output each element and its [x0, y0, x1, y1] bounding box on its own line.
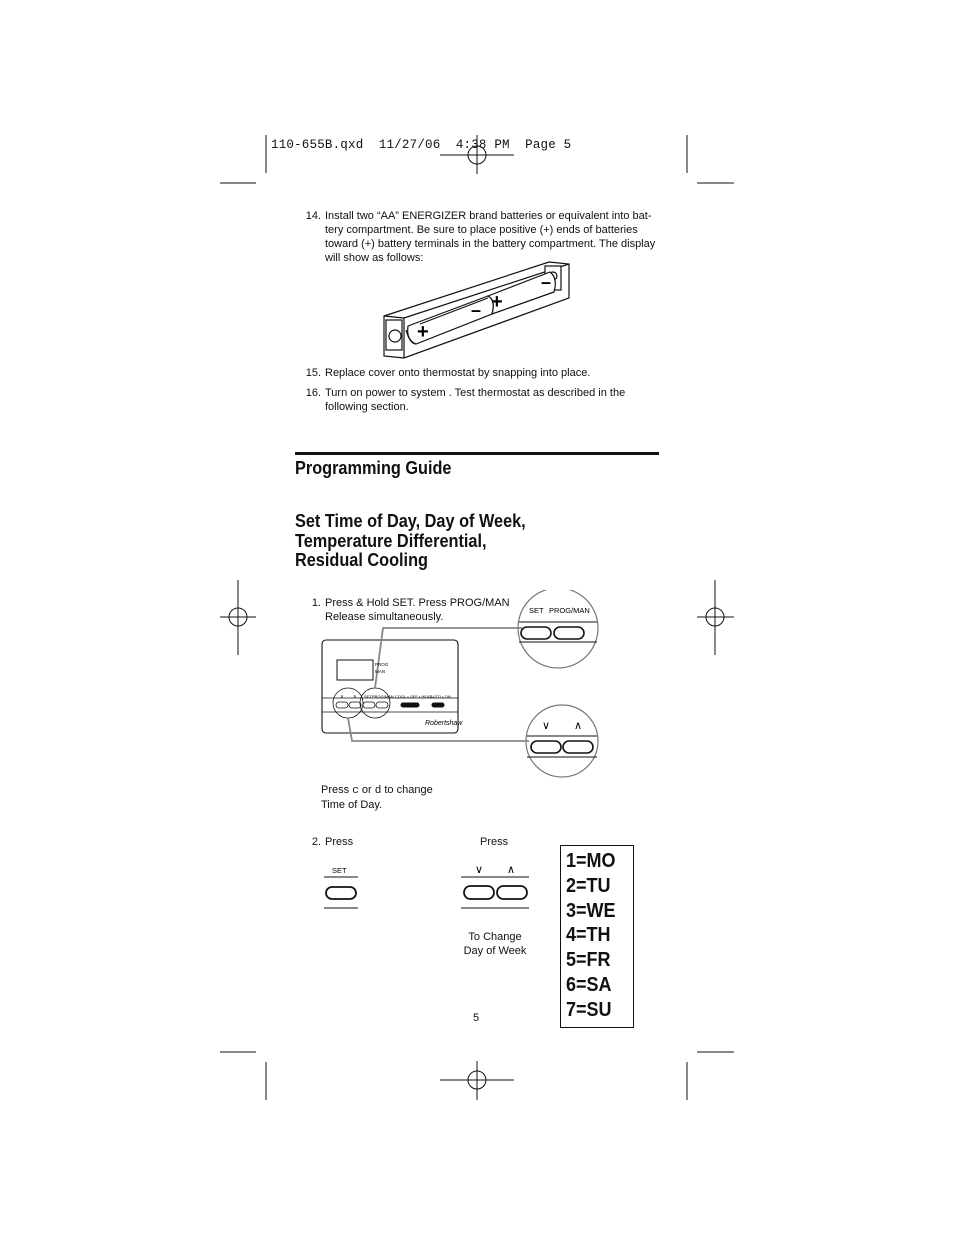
step-number: 15.: [305, 367, 321, 379]
up-button: [497, 886, 527, 899]
subsection-title-line: Set Time of Day, Day of Week,: [295, 510, 526, 531]
thermostat-set-button: [363, 702, 375, 708]
thermostat-fan-label: AUTO • ON: [430, 694, 451, 699]
thermostat-system-switch: [401, 703, 419, 707]
day-code: 1=MO: [566, 850, 616, 872]
step-text-line: Install two “AA” ENERGIZER brand batteries or equivalent into bat-: [325, 210, 652, 222]
step-2b-label: Press: [480, 836, 509, 848]
thermostat-set-label: SET: [364, 694, 372, 699]
day-code: 7=SU: [566, 998, 612, 1021]
callout-set-button: [521, 627, 551, 639]
step-text-line: following section.: [325, 401, 409, 413]
step-text-line: Replace cover onto thermostat by snapping into place.: [325, 367, 591, 379]
callout-down-arrow-icon: ∨: [542, 720, 551, 732]
step-text-line: toward (+) battery terminals in the battery compartment. The display: [325, 238, 656, 250]
change-day-caption: [440, 930, 550, 958]
callout-progman-label: PROG/MAN: [549, 606, 590, 615]
thermostat-man-label: MAN: [375, 669, 385, 674]
day-code: 5=FR: [566, 949, 611, 972]
callout-up-arrow-icon: ∧: [574, 720, 583, 732]
step-number: 16.: [305, 387, 321, 399]
step-text-line: Release simultaneously.: [325, 611, 444, 623]
step-2-label: Press: [325, 836, 354, 848]
callout-set-label: SET: [529, 606, 544, 615]
time-of-day-note-line: Time of Day.: [321, 799, 383, 811]
thermostat-diagram: [315, 590, 615, 790]
key-c: c: [352, 785, 359, 797]
set-button-label: SET: [332, 866, 347, 875]
down-button: [464, 886, 494, 899]
thermostat-down-label: ∨: [340, 694, 344, 700]
caption-line: Day of Week: [463, 945, 527, 957]
thermostat-prog-label: PROG: [375, 662, 389, 667]
set-button-illustration: [320, 860, 364, 912]
thermostat-up-label: ∧: [353, 694, 357, 700]
thermostat-system-label: COOL • OFF • HEAT: [395, 694, 432, 699]
battery-minus-label: –: [471, 300, 482, 320]
step-14: [293, 209, 673, 265]
day-code: 4=TH: [566, 924, 611, 947]
battery-minus-label: –: [541, 272, 552, 292]
day-code: 6=SA: [566, 973, 612, 996]
section-rule: [295, 452, 659, 455]
section-title: Programming Guide: [295, 457, 452, 478]
file-slug: 110-655B.qxd 11/27/06 4:38 PM Page 5: [271, 138, 572, 152]
thermostat-brand-logo: Robertshaw: [425, 720, 463, 727]
step-15: [293, 366, 673, 380]
subsection-title-line: Residual Cooling: [295, 549, 428, 570]
step-number: 14.: [305, 210, 321, 222]
subsection-title: [295, 511, 526, 570]
set-button: [326, 887, 356, 899]
battery-compartment-illustration: [380, 258, 580, 368]
step-text-line: Turn on power to system . Test thermostat as described in the: [325, 387, 626, 399]
step-number: 2.: [311, 836, 321, 848]
step-number: 1.: [311, 597, 321, 609]
arrow-buttons-illustration: [458, 860, 534, 912]
battery-plus-label: +: [417, 321, 429, 343]
callout-up-button: [563, 741, 593, 753]
thermostat-display: [337, 660, 373, 680]
caption-line: To Change: [468, 931, 522, 943]
thermostat-up-button: [349, 702, 361, 708]
step-text-line: tery compartment. Be sure to place positive (+) ends of batteries: [325, 224, 638, 236]
day-code: 3=WE: [566, 899, 616, 922]
up-arrow-icon: ∧: [507, 864, 516, 876]
page-number: 5: [473, 1012, 480, 1024]
callout-progman-button: [554, 627, 584, 639]
day-code-box: [560, 845, 634, 1028]
callout-down-button: [531, 741, 561, 753]
step-16: [293, 386, 673, 414]
step-2: [293, 835, 413, 849]
step-text-line: Press & Hold SET. Press PROG/MAN: [325, 597, 510, 609]
thermostat-down-button: [336, 702, 348, 708]
day-code: 2=TU: [566, 874, 611, 897]
thermostat-progman-label: PROG/MAN: [372, 694, 394, 699]
key-d: d: [374, 785, 382, 797]
down-arrow-icon: ∨: [475, 864, 484, 876]
thermostat-fan-switch: [432, 703, 444, 707]
battery-plus-label: +: [491, 291, 503, 313]
thermostat-progman-button: [376, 702, 388, 708]
subsection-title-line: Temperature Differential,: [295, 529, 487, 551]
step-text-line: will show as follows:: [325, 252, 424, 264]
time-of-day-note-line: Press c or d to change: [321, 784, 433, 797]
time-of-day-note: [321, 783, 521, 812]
